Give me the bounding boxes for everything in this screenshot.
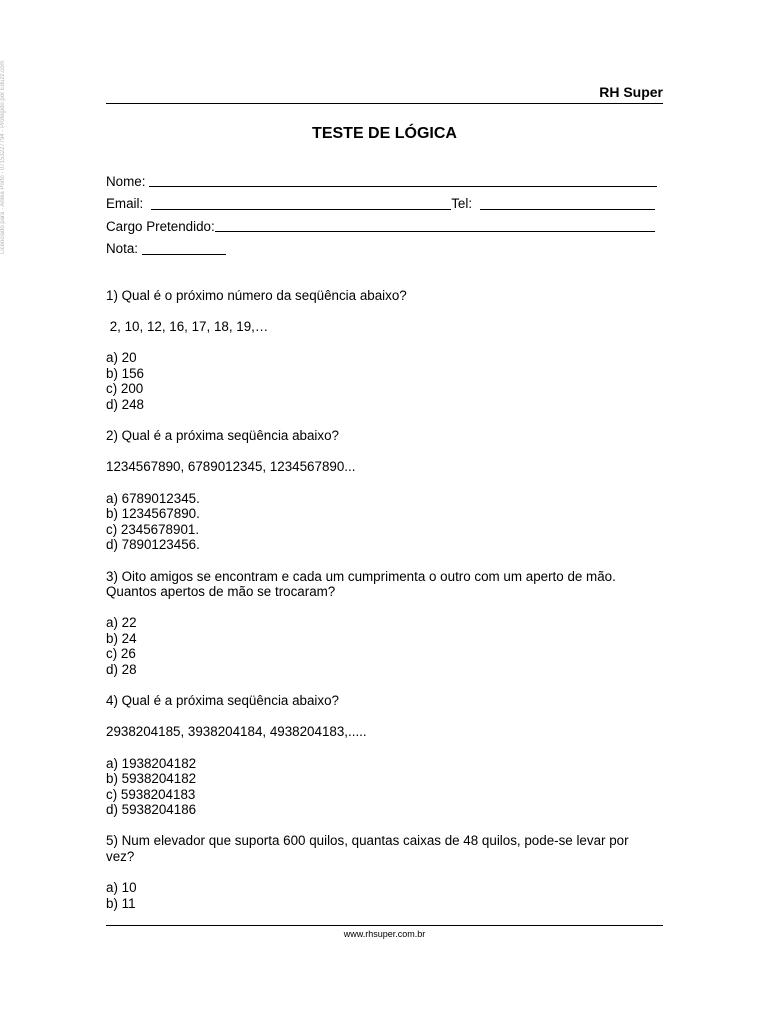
brand-header: RH Super bbox=[599, 84, 663, 100]
cargo-field[interactable] bbox=[106, 219, 666, 234]
document-body bbox=[106, 174, 666, 911]
question-1: 1) Qual é o próximo número da seqüência abaixo? bbox=[106, 287, 407, 303]
nota-field[interactable] bbox=[106, 241, 666, 256]
question-2: 2) Qual é a próxima seqüência abaixo? bbox=[106, 428, 339, 444]
option-1d: d) 248 bbox=[106, 396, 144, 412]
question-4-sequence: 2938204185, 3938204184, 4938204183,..... bbox=[106, 724, 367, 740]
option-5b: b) 11 bbox=[106, 895, 136, 911]
license-watermark: Licenciado para - Arleia Porto - 07153227794 - Protegido por Eduzz.com bbox=[0, 60, 6, 254]
option-1c: c) 200 bbox=[106, 381, 144, 397]
option-1b: b) 156 bbox=[106, 365, 144, 381]
option-2d: d) 7890123456. bbox=[106, 537, 200, 553]
tel-blank[interactable] bbox=[480, 197, 655, 210]
name-blank[interactable] bbox=[149, 174, 657, 187]
question-5: 5) Num elevador que suporta 600 quilos, quantas caixas de 48 quilos, pode-se levar por bbox=[106, 833, 629, 849]
option-3d: d) 28 bbox=[106, 661, 137, 677]
email-tel-field[interactable] bbox=[106, 196, 666, 211]
option-4a: a) 1938204182 bbox=[106, 755, 197, 771]
question-5-continued: vez? bbox=[106, 848, 135, 864]
question-3: 3) Oito amigos se encontram e cada um cumprimenta o outro com um aperto de mão. bbox=[106, 568, 616, 584]
name-label: Nome: bbox=[106, 174, 146, 189]
question-2-sequence: 1234567890, 6789012345, 1234567890... bbox=[106, 459, 356, 475]
option-4d: d) 5938204186 bbox=[106, 801, 197, 817]
option-3b: b) 24 bbox=[106, 630, 137, 646]
nota-label: Nota: bbox=[106, 241, 139, 257]
option-2b: b) 1234567890. bbox=[106, 506, 200, 522]
cargo-label: Cargo Pretendido: bbox=[106, 218, 215, 234]
option-3c: c) 26 bbox=[106, 646, 136, 662]
option-2c: c) 2345678901. bbox=[106, 521, 200, 537]
option-3a: a) 22 bbox=[106, 615, 137, 631]
option-5a: a) 10 bbox=[106, 880, 137, 896]
page-title: TESTE DE LÓGICA bbox=[312, 125, 457, 142]
footer-url[interactable]: www.rhsuper.com.br bbox=[343, 929, 426, 939]
tel-label: Tel: bbox=[451, 196, 473, 212]
option-1a: a) 20 bbox=[106, 350, 137, 366]
footer-rule bbox=[106, 925, 663, 926]
option-4c: c) 5938204183 bbox=[106, 786, 196, 802]
option-2a: a) 6789012345. bbox=[106, 490, 200, 506]
cargo-blank[interactable] bbox=[215, 219, 655, 232]
nota-blank[interactable] bbox=[142, 242, 226, 255]
email-blank[interactable] bbox=[151, 197, 451, 210]
email-label: Email: bbox=[106, 196, 144, 212]
question-1-sequence: 2, 10, 12, 16, 17, 18, 19,… bbox=[106, 319, 269, 335]
header-rule bbox=[106, 103, 663, 104]
question-3-continued: Quantos apertos de mão se trocaram? bbox=[106, 583, 336, 599]
name-field[interactable] bbox=[106, 174, 666, 189]
question-4: 4) Qual é a próxima seqüência abaixo? bbox=[106, 692, 339, 708]
option-4b: b) 5938204182 bbox=[106, 771, 197, 787]
